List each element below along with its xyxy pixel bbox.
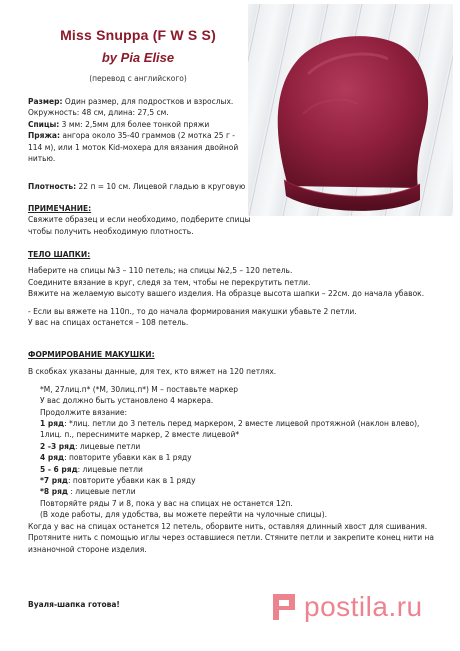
note-section [28,203,258,237]
row-label: 5 - 6 ряд [40,464,78,474]
row-text: 1лиц. п., переснимите маркер, 2 вместе лицевой* [40,430,240,440]
row-line [28,452,440,463]
crown-intro: В скобках указаны данные, для тех, кто вяжет на 120 петлях. [28,367,277,377]
note-heading: ПРИМЕЧАНИЕ: [28,204,92,213]
row-text: : лицевые петли [77,464,143,474]
row-line [28,475,440,486]
row-line [28,486,440,497]
body-line: Наберите на спицы №3 – 110 петель; на спицы №2,5 – 120 петель. [28,266,293,276]
row-text: : лицевые петли [68,487,136,497]
gauge-text: 22 п = 10 см. Лицевой гладью в круговую [76,182,246,191]
translation-note: (перевод с английского) [89,74,187,83]
body-heading: ТЕЛО ШАПКИ: [28,250,91,259]
row-line [28,429,440,440]
hat-photo [248,4,453,216]
row-text: : *лиц. петли до 3 петель перед маркером, 2 вместе лицевой протяжной (наклон влево), [64,419,420,429]
pattern-title: Miss Snuppa (F W S S) [60,27,216,43]
row-line [28,418,440,429]
body-line: Соедините вязание в круг, следя за тем, чтобы не перекрутить петли. [28,277,311,287]
hat-photo-image [248,4,453,216]
continue-line: Продолжите вязание: [40,407,127,417]
body-line: Вяжите на желаемую высоту вашего изделия. На образце высота шапки – 22см. до начала убавок. [28,289,425,299]
row-line [28,441,440,452]
needles-line [28,119,250,130]
repeat-line: Повторяйте ряды 7 и 8, пока у вас на спицах не останется 12п. [40,498,293,508]
specs-section [28,96,250,164]
finale-line: Вуаля-шапка готова! [28,600,120,609]
row-label: *8 ряд [40,487,68,497]
tip-line: (В ходе работы, для удобства, вы можете перейти на чулочные спицы). [40,510,328,520]
row-label: 2 -3 ряд [40,441,76,451]
body-section [28,249,440,328]
finish-line: Протяните нить с помощью иглы через оставшиеся петли. Стяните петли и закрепите конец нити на изнаночной стороне изделия. [28,533,435,554]
size-label: Размер: [28,97,63,106]
crown-heading: ФОРМИРОВАНИЕ МАКУШКИ: [28,350,155,359]
finish-line: Когда у вас на спицах останется 12 петель, оборвите нить, оставляя длинный хвост для сшивания. [28,521,428,531]
size-text: Один размер, для подростков и взрослых. [62,97,234,106]
watermark-text: postila.ru [304,591,423,622]
note-text: Свяжите образец и если необходимо, подберите спицы чтобы получить необходимую плотность. [28,215,251,236]
gauge-section [28,181,250,192]
crown-section [28,349,440,555]
gauge-label: Плотность: [28,182,77,191]
postila-logo-icon [270,592,300,622]
row-text: : повторите убавки как в 1 ряду [64,453,192,463]
postila-watermark [270,589,450,625]
row-label: *7 ряд [40,476,68,486]
dimensions-line: Окружность: 48 см, длина: 27,5 см. [28,108,169,118]
row-label: 4 ряд [40,453,65,463]
pattern-author: by Pia Elise [101,50,175,65]
needles-text: 3 мм: 2,5мм для более тонкой пряжи [59,119,210,129]
needles-label: Спицы: [28,119,60,129]
body-extra-line: У вас на спицах останется – 108 петель. [28,318,189,328]
yarn-text: ангора около 35-40 граммов (2 мотка 25 г - 114 м), или 1 моток Kid-мохера для вязания двойной нитью. [28,131,239,164]
row-line [28,464,440,475]
row-text: : лицевые петли [75,441,141,451]
yarn-line [28,130,250,164]
size-line [28,96,250,107]
body-extra-line: - Если вы вяжете на 110п., то до начала формирования макушки убавьте 2 петли. [28,306,357,316]
markers-set-line: У вас должно быть установлено 4 маркера. [40,396,214,406]
yarn-label: Пряжа: [28,131,60,141]
row-label: 1 ряд [40,419,65,429]
gauge-line [28,181,250,192]
row-text: : повторите убавки как в 1 ряду [68,476,196,486]
marker-line: *М, 27лиц.п* (*М, 30лиц.п*) М – поставьте маркер [40,384,239,394]
